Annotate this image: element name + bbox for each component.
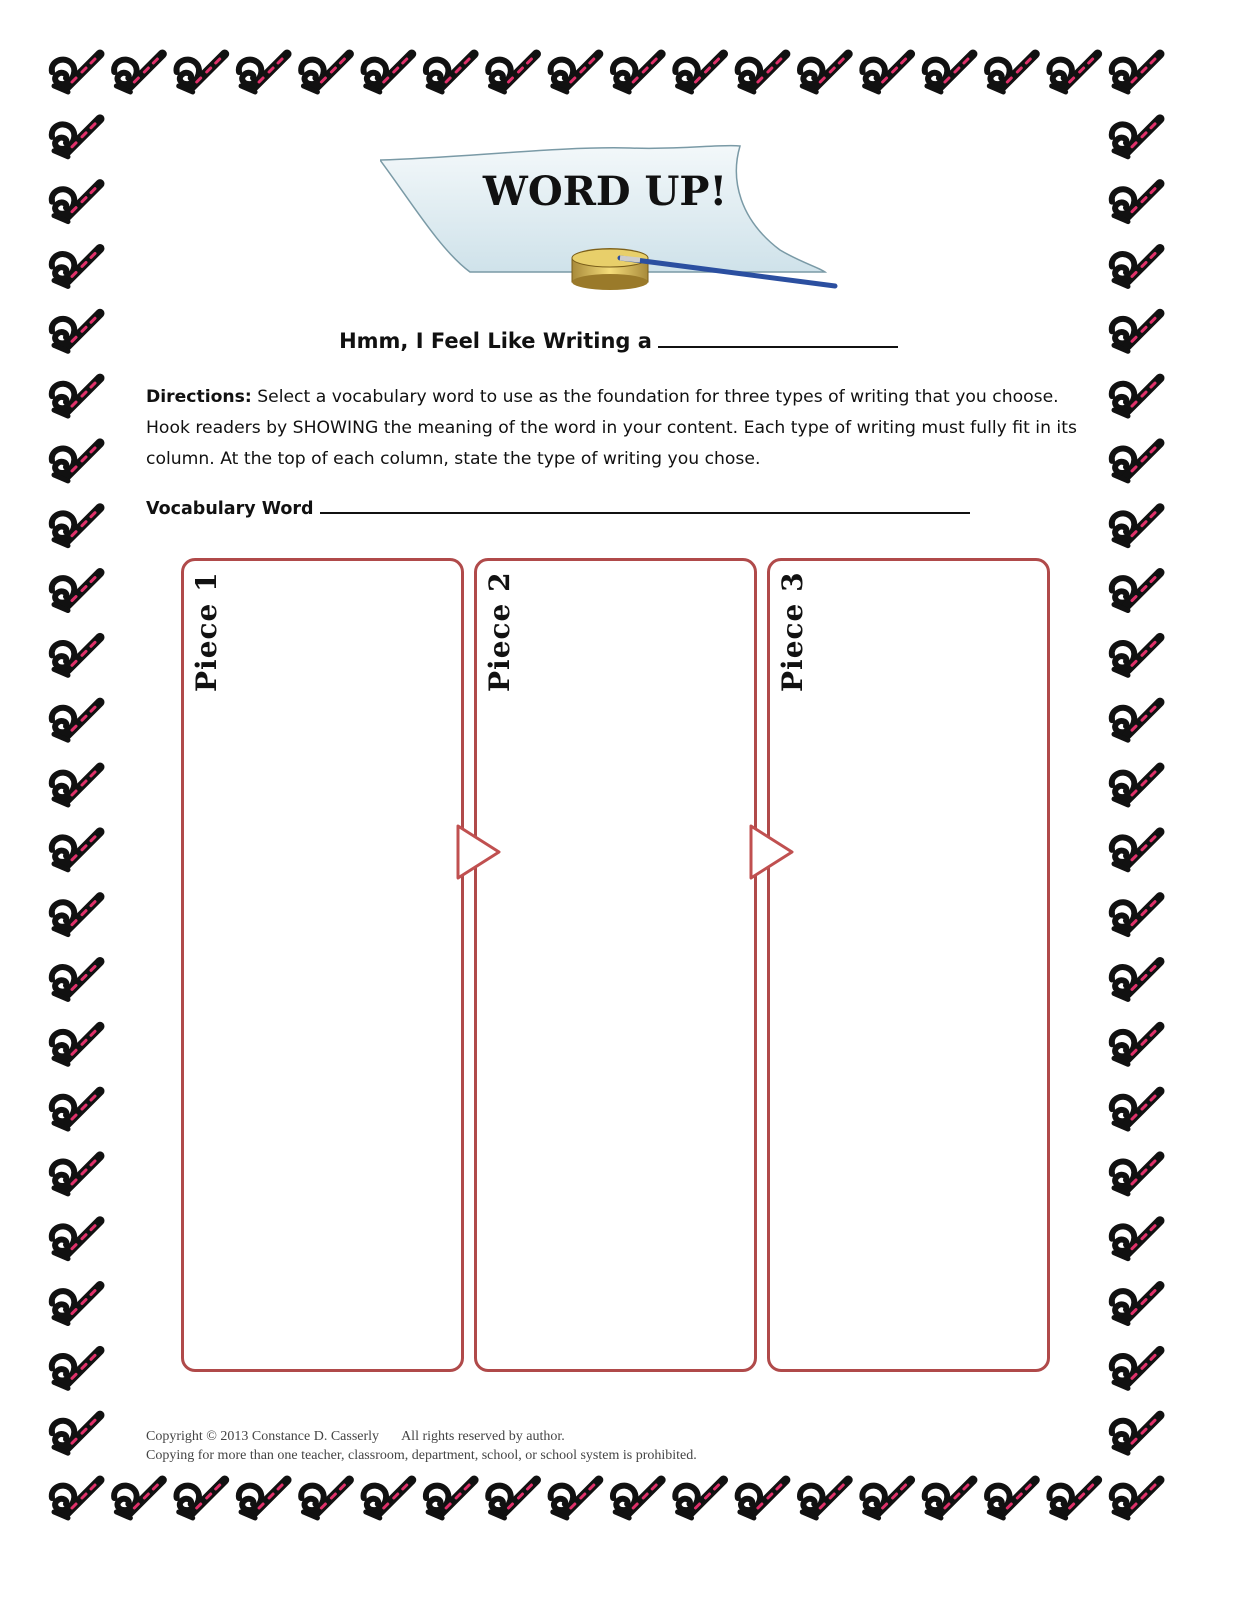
swirl-checkmark-icon [1112, 378, 1160, 416]
piece-2-column[interactable] [474, 558, 757, 1372]
swirl-checkmark-icon [800, 54, 848, 92]
directions-label: Directions: [146, 387, 252, 407]
swirl-checkmark-icon [52, 573, 100, 611]
vocabulary-label: Vocabulary Word [146, 499, 314, 519]
swirl-checkmark-icon [426, 1480, 474, 1518]
swirl-checkmark-icon [675, 1480, 723, 1518]
swirl-checkmark-icon [925, 54, 973, 92]
swirl-checkmark-icon [52, 54, 100, 92]
swirl-checkmark-icon [862, 54, 910, 92]
copyright-rights: All rights reserved by author. [401, 1429, 565, 1444]
swirl-checkmark-icon [176, 54, 224, 92]
swirl-checkmark-icon [52, 184, 100, 222]
swirl-checkmark-icon [738, 1480, 786, 1518]
vocabulary-blank-line[interactable] [320, 494, 970, 514]
swirl-checkmark-icon [1112, 897, 1160, 935]
piece-2-label-wrap [483, 571, 527, 721]
swirl-checkmark-icon [1112, 573, 1160, 611]
swirl-checkmark-icon [1112, 832, 1160, 870]
swirl-checkmark-icon [675, 54, 723, 92]
swirl-checkmark-icon [52, 1156, 100, 1194]
swirl-checkmark-icon [1049, 1480, 1097, 1518]
swirl-checkmark-icon [364, 54, 412, 92]
swirl-checkmark-icon [862, 1480, 910, 1518]
swirl-checkmark-icon [1112, 767, 1160, 805]
piece-1-column[interactable] [181, 558, 464, 1372]
swirl-checkmark-icon [1112, 119, 1160, 157]
swirl-checkmark-icon [1112, 508, 1160, 546]
swirl-checkmark-icon [52, 1480, 100, 1518]
swirl-checkmark-icon [52, 1415, 100, 1453]
right-arrow-icon [748, 822, 798, 882]
copyright-line-1: Copyright © 2013 Constance D. Casserly [146, 1429, 380, 1444]
swirl-checkmark-icon [488, 54, 536, 92]
swirl-checkmark-icon [551, 54, 599, 92]
piece-3-label: Piece 3 [776, 571, 809, 692]
swirl-checkmark-icon [52, 897, 100, 935]
swirl-checkmark-icon [301, 54, 349, 92]
swirl-checkmark-icon [1112, 443, 1160, 481]
swirl-checkmark-icon [52, 702, 100, 740]
swirl-checkmark-icon [114, 1480, 162, 1518]
swirl-checkmark-icon [426, 54, 474, 92]
swirl-checkmark-icon [1112, 1415, 1160, 1453]
swirl-checkmark-icon [488, 1480, 536, 1518]
swirl-checkmark-icon [52, 1026, 100, 1064]
swirl-checkmark-icon [52, 443, 100, 481]
swirl-checkmark-icon [551, 1480, 599, 1518]
swirl-checkmark-icon [925, 1480, 973, 1518]
swirl-checkmark-icon [239, 1480, 287, 1518]
swirl-checkmark-icon [1112, 54, 1160, 92]
swirl-checkmark-icon [52, 767, 100, 805]
banner-title: WORD UP! [482, 168, 728, 215]
copyright-line-2: Copying for more than one teacher, classroom, department, school, or school system is prohibited. [146, 1448, 697, 1463]
swirl-checkmark-icon [1112, 1221, 1160, 1259]
swirl-checkmark-icon [1112, 248, 1160, 286]
piece-2-label: Piece 2 [483, 571, 516, 692]
swirl-checkmark-icon [52, 1091, 100, 1129]
swirl-checkmark-icon [738, 54, 786, 92]
swirl-checkmark-icon [1112, 961, 1160, 999]
heading-text: Hmm, I Feel Like Writing a [339, 329, 652, 353]
piece-3-label-wrap [776, 571, 820, 721]
word-up-banner [380, 140, 850, 300]
swirl-checkmark-icon [1112, 637, 1160, 675]
swirl-checkmark-icon [239, 54, 287, 92]
swirl-checkmark-icon [52, 961, 100, 999]
directions-text: Select a vocabulary word to use as the foundation for three types of writing that you choose. Hook readers by SHOWING the meaning of the word in your content. Each type of writing must fully fit in its column. At the top of each column, state the type of writing you chose. [146, 387, 1077, 469]
swirl-checkmark-icon [613, 1480, 661, 1518]
vocabulary-word-field [146, 494, 970, 519]
swirl-checkmark-icon [52, 248, 100, 286]
writing-prompt-heading [0, 328, 1237, 353]
swirl-checkmark-icon [176, 1480, 224, 1518]
swirl-checkmark-icon [52, 119, 100, 157]
swirl-checkmark-icon [52, 1221, 100, 1259]
swirl-checkmark-icon [1112, 184, 1160, 222]
swirl-checkmark-icon [800, 1480, 848, 1518]
swirl-checkmark-icon [1112, 1091, 1160, 1129]
swirl-checkmark-icon [301, 1480, 349, 1518]
piece-3-column[interactable] [767, 558, 1050, 1372]
swirl-checkmark-icon [987, 1480, 1035, 1518]
swirl-checkmark-icon [364, 1480, 412, 1518]
swirl-checkmark-icon [1112, 1480, 1160, 1518]
swirl-checkmark-icon [52, 1286, 100, 1324]
swirl-checkmark-icon [1112, 1286, 1160, 1324]
swirl-checkmark-icon [52, 832, 100, 870]
piece-1-label-wrap [190, 571, 234, 721]
swirl-checkmark-icon [1112, 1026, 1160, 1064]
swirl-checkmark-icon [52, 378, 100, 416]
swirl-checkmark-icon [114, 54, 162, 92]
swirl-checkmark-icon [52, 637, 100, 675]
swirl-checkmark-icon [1112, 1156, 1160, 1194]
heading-blank-line[interactable] [658, 328, 898, 348]
swirl-checkmark-icon [1112, 1350, 1160, 1388]
swirl-checkmark-icon [1112, 702, 1160, 740]
piece-1-label: Piece 1 [190, 571, 223, 692]
copyright-notice [146, 1427, 697, 1465]
directions-paragraph [146, 382, 1096, 475]
swirl-checkmark-icon [52, 1350, 100, 1388]
swirl-checkmark-icon [52, 508, 100, 546]
swirl-checkmark-icon [987, 54, 1035, 92]
swirl-checkmark-icon [613, 54, 661, 92]
right-arrow-icon [455, 822, 505, 882]
swirl-checkmark-icon [1049, 54, 1097, 92]
